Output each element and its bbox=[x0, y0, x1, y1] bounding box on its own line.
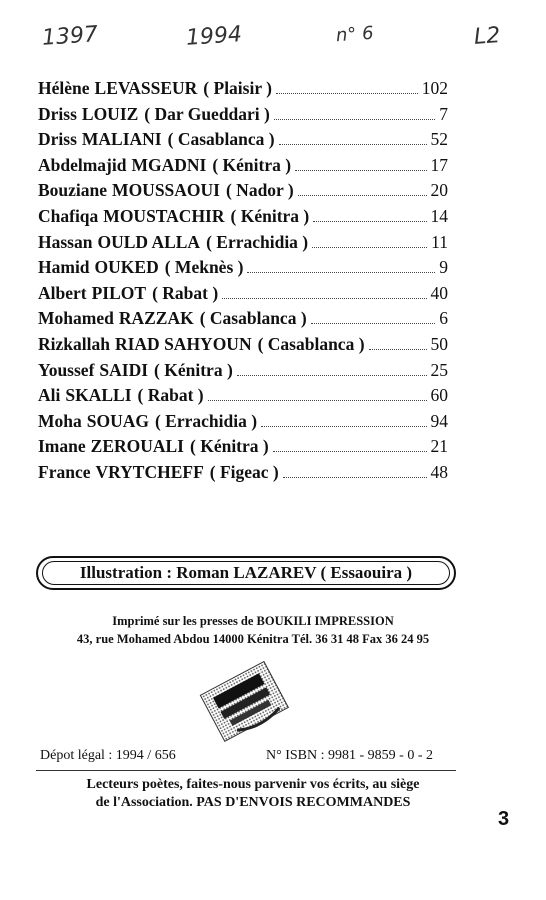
page-reference: 102 bbox=[421, 78, 448, 98]
contributor-first-name: France bbox=[38, 461, 91, 482]
index-entry bbox=[38, 334, 448, 360]
dot-leader bbox=[261, 426, 426, 427]
contributor-first-name: Ali bbox=[38, 385, 61, 406]
contributor-last-name: OULD ALLA bbox=[97, 231, 201, 252]
contributor-last-name: MOUSTACHIR bbox=[103, 205, 225, 226]
dot-leader bbox=[237, 375, 427, 376]
index-entry bbox=[38, 232, 448, 258]
dot-leader bbox=[279, 144, 427, 145]
divider bbox=[36, 770, 456, 771]
printer-info bbox=[20, 612, 486, 648]
legal-deposit: Dépot légal : 1994 / 656 bbox=[40, 748, 176, 763]
contributor-first-name: Youssef bbox=[38, 359, 95, 380]
contributor-last-name: MOUSSAOUI bbox=[112, 180, 220, 201]
page-reference: 7 bbox=[439, 103, 448, 124]
page-number: 3 bbox=[498, 808, 510, 830]
dot-leader bbox=[222, 298, 426, 299]
contributor-city: ( Errachidia ) bbox=[206, 231, 309, 252]
index-entry bbox=[38, 257, 448, 283]
contributor-last-name: LOUIZ bbox=[81, 103, 139, 124]
index-entry bbox=[38, 180, 448, 206]
page-reference: 20 bbox=[430, 180, 448, 201]
handwritten-note: L2 bbox=[473, 23, 502, 50]
handwritten-note: n° 6 bbox=[335, 22, 375, 47]
boukili-impression-logo bbox=[196, 660, 300, 748]
index-entry bbox=[38, 360, 448, 386]
contributor-first-name: Mohamed bbox=[38, 308, 114, 329]
contributors-index bbox=[38, 78, 448, 488]
page-reference: 48 bbox=[430, 461, 448, 482]
index-entry bbox=[38, 462, 448, 488]
handwritten-note: 1397 bbox=[41, 22, 99, 51]
dot-leader bbox=[311, 323, 436, 324]
contributor-last-name: RIAD SAHYOUN bbox=[114, 333, 252, 354]
page-reference: 17 bbox=[430, 154, 448, 175]
contributor-first-name: Moha bbox=[38, 410, 82, 431]
contributor-first-name: Chafiqa bbox=[38, 205, 99, 226]
index-entry bbox=[38, 129, 448, 155]
index-entry bbox=[38, 206, 448, 232]
page-reference: 9 bbox=[439, 257, 448, 278]
contributor-city: ( Kénitra ) bbox=[230, 205, 310, 226]
contributor-city: ( Figeac ) bbox=[209, 461, 279, 482]
contributor-last-name: SKALLI bbox=[65, 385, 132, 406]
contributor-city: ( Kénitra ) bbox=[212, 154, 292, 175]
page-reference: 50 bbox=[430, 333, 448, 354]
contributor-first-name: Rizkallah bbox=[38, 333, 110, 354]
index-entry bbox=[38, 411, 448, 437]
dot-leader bbox=[276, 93, 418, 94]
dot-leader bbox=[295, 170, 426, 171]
contributor-last-name: PILOT bbox=[91, 282, 147, 303]
handwritten-note: 1994 bbox=[185, 22, 243, 51]
contributor-last-name: ZEROUALI bbox=[90, 436, 184, 457]
contributor-last-name: VRYTCHEFF bbox=[95, 461, 204, 482]
contributor-city: ( Kénitra ) bbox=[190, 436, 269, 457]
contributor-city: ( Casablanca ) bbox=[257, 333, 365, 354]
dot-leader bbox=[313, 221, 426, 222]
printer-line: Imprimé sur les presses de BOUKILI IMPRESSION bbox=[112, 614, 394, 628]
index-entry bbox=[38, 283, 448, 309]
page-reference: 25 bbox=[430, 359, 448, 380]
contributor-city: ( Kénitra ) bbox=[154, 359, 233, 380]
page-reference: 6 bbox=[439, 308, 448, 329]
dot-leader bbox=[369, 349, 427, 350]
contributor-last-name: SOUAG bbox=[86, 410, 149, 431]
contributor-first-name: Imane bbox=[38, 436, 86, 457]
contributor-last-name: RAZZAK bbox=[118, 308, 194, 329]
index-entry bbox=[38, 104, 448, 130]
contributor-last-name: OUKED bbox=[94, 257, 159, 278]
contributor-city: ( Dar Gueddari ) bbox=[144, 103, 270, 124]
contributor-first-name: Abdelmajid bbox=[38, 154, 127, 175]
dot-leader bbox=[247, 272, 435, 273]
isbn: N° ISBN : 9981 - 9859 - 0 - 2 bbox=[266, 748, 433, 763]
contributor-first-name: Albert bbox=[38, 282, 87, 303]
contributor-first-name: Hassan bbox=[38, 231, 93, 252]
dot-leader bbox=[283, 477, 427, 478]
illustration-credit: Illustration : Roman LAZAREV ( Essaouira ) bbox=[79, 563, 413, 582]
page-reference: 60 bbox=[430, 385, 448, 406]
printer-address: 43, rue Mohamed Abdou 14000 Kénitra Tél. 36 31 48 Fax 36 24 95 bbox=[76, 632, 430, 646]
contributor-city: ( Errachidia ) bbox=[154, 410, 258, 431]
index-entry bbox=[38, 385, 448, 411]
reader-notice-line: de l'Association. PAS D'ENVOIS RECOMMANDES bbox=[95, 795, 411, 810]
reader-notice bbox=[20, 776, 486, 812]
dot-leader bbox=[298, 195, 427, 196]
page-reference: 40 bbox=[430, 282, 448, 303]
page-reference: 94 bbox=[430, 410, 448, 431]
page-reference: 11 bbox=[431, 231, 448, 252]
contributor-city: ( Nador ) bbox=[225, 180, 294, 201]
contributor-first-name: Hélène bbox=[38, 78, 90, 98]
contributor-last-name: SAIDI bbox=[99, 359, 149, 380]
contributor-city: ( Casablanca ) bbox=[199, 308, 307, 329]
page-reference: 52 bbox=[430, 129, 448, 150]
contributor-city: ( Plaisir ) bbox=[203, 78, 272, 98]
dot-leader bbox=[208, 400, 427, 401]
page-reference: 21 bbox=[430, 436, 448, 457]
dot-leader bbox=[273, 451, 427, 452]
index-entry bbox=[38, 155, 448, 181]
index-entry bbox=[38, 436, 448, 462]
reader-notice-line: Lecteurs poètes, faites-nous parvenir vos écrits, au siège bbox=[86, 777, 420, 792]
boukili-logo-icon bbox=[196, 660, 300, 748]
contributor-first-name: Hamid bbox=[38, 257, 90, 278]
contributor-last-name: MGADNI bbox=[131, 154, 207, 175]
index-entry bbox=[38, 308, 448, 334]
dot-leader bbox=[274, 119, 435, 120]
contributor-last-name: MALIANI bbox=[81, 129, 162, 150]
index-entry bbox=[38, 78, 448, 104]
contributor-first-name: Bouziane bbox=[38, 180, 108, 201]
contributor-first-name: Driss bbox=[38, 103, 77, 124]
dot-leader bbox=[312, 247, 427, 248]
contributor-first-name: Driss bbox=[38, 129, 77, 150]
illustration-credit-frame bbox=[36, 556, 456, 590]
contributor-city: ( Casablanca ) bbox=[167, 129, 275, 150]
contributor-city: ( Rabat ) bbox=[152, 282, 219, 303]
contributor-city: ( Rabat ) bbox=[137, 385, 204, 406]
contributor-city: ( Meknès ) bbox=[164, 257, 244, 278]
contributor-last-name: LEVASSEUR bbox=[94, 78, 198, 98]
page-reference: 14 bbox=[430, 205, 448, 226]
